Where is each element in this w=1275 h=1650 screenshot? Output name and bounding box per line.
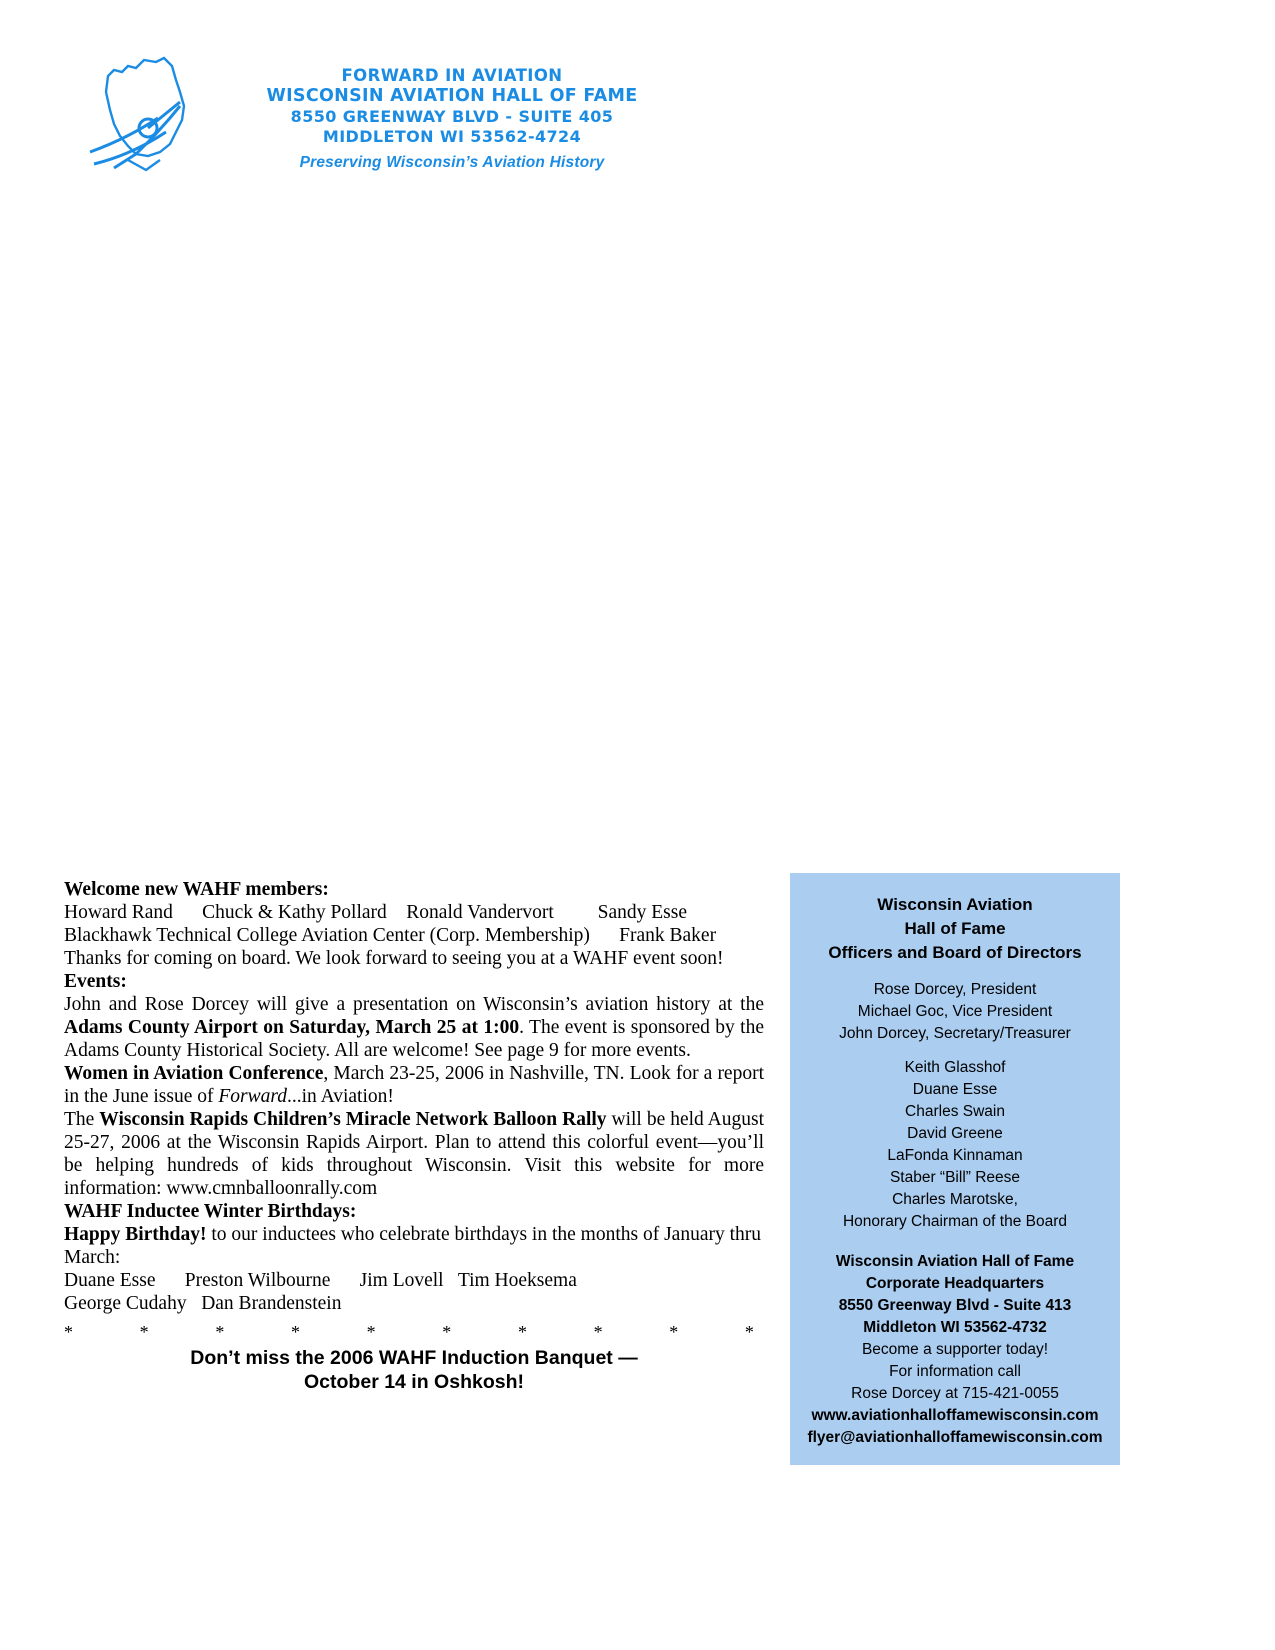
headquarters-block bbox=[790, 1251, 1120, 1339]
event-balloon-rally bbox=[64, 1108, 764, 1200]
board-item: Honorary Chairman of the Board bbox=[842, 1213, 1067, 1230]
wahf-logo-icon bbox=[84, 48, 214, 178]
event-adams-county bbox=[64, 993, 764, 1062]
event3-title: Wisconsin Rapids Children’s Miracle Network Balloon Rally bbox=[99, 1109, 607, 1130]
star: * bbox=[593, 1322, 603, 1342]
star: * bbox=[669, 1322, 679, 1342]
birthdays-greeting: Happy Birthday! bbox=[64, 1224, 207, 1245]
sidebar-title-line-3: Officers and Board of Directors bbox=[828, 943, 1082, 962]
event1-post: . The event is sponsored by the Adams County Historical Society. All are welcome! See page 9 for more events. bbox=[64, 1017, 764, 1061]
board-item: LaFonda Kinnaman bbox=[887, 1147, 1023, 1164]
board-list bbox=[790, 1057, 1120, 1233]
star: * bbox=[64, 1322, 73, 1342]
birthdays-text: to our inductees who celebrate birthdays in the months of January thru March: bbox=[64, 1224, 762, 1268]
board-item: Charles Swain bbox=[905, 1103, 1005, 1120]
events-heading: Events: bbox=[64, 971, 127, 992]
officer-item: Rose Dorcey, President bbox=[873, 981, 1037, 998]
board-item: Charles Marotske, bbox=[892, 1191, 1018, 1208]
birthday-names-line-2: George Cudahy Dan Brandenstein bbox=[64, 1293, 342, 1314]
letterhead bbox=[84, 48, 704, 188]
members-heading: Welcome new WAHF members: bbox=[64, 879, 329, 900]
birthdays-heading: WAHF Inductee Winter Birthdays: bbox=[64, 1201, 357, 1222]
sidebar-title-line-2: Hall of Fame bbox=[904, 919, 1006, 938]
email-link[interactable]: flyer@aviationhalloffamewisconsin.com bbox=[807, 1429, 1103, 1446]
star: * bbox=[139, 1322, 149, 1342]
event3-pre: The bbox=[64, 1109, 100, 1130]
support-line-2: For information call bbox=[889, 1363, 1021, 1380]
hq-line: Corporate Headquarters bbox=[865, 1275, 1045, 1292]
officers-sidebar bbox=[790, 873, 1120, 1465]
star: * bbox=[290, 1322, 300, 1342]
banquet-line-2: October 14 in Oshkosh! bbox=[304, 1371, 524, 1393]
event3-post: will be held August 25-27, 2006 at the Wisconsin Rapids Airport. Plan to attend this colorful event—you’ll be helping hundreds of kids throughout Wisconsin. Visit this website for more information: www.cmnballoonrally.com bbox=[64, 1109, 764, 1199]
letterhead-tagline: Preserving Wisconsin’s Aviation History bbox=[299, 154, 605, 171]
star-divider bbox=[64, 1321, 754, 1344]
sidebar-title-line-1: Wisconsin Aviation bbox=[877, 895, 1033, 914]
event2-mid: , March 23-25, 2006 in Nashville, TN. Look for a report in the June issue of bbox=[64, 1063, 764, 1107]
letterhead-line-2: WISCONSIN AVIATION HALL OF FAME bbox=[266, 86, 638, 106]
birthdays-intro bbox=[64, 1223, 764, 1269]
board-item: David Greene bbox=[907, 1125, 1003, 1142]
officer-item: Michael Goc, Vice President bbox=[857, 1003, 1053, 1020]
letterhead-line-3: 8550 GREENWAY BLVD - SUITE 405 bbox=[290, 107, 614, 126]
hq-line: Wisconsin Aviation Hall of Fame bbox=[835, 1253, 1075, 1270]
event-women-in-aviation bbox=[64, 1062, 764, 1108]
star: * bbox=[215, 1322, 225, 1342]
contact-block bbox=[790, 1405, 1120, 1449]
members-line-2: Blackhawk Technical College Aviation Center (Corp. Membership) Frank Baker bbox=[64, 925, 717, 946]
hq-line: Middleton WI 53562-4732 bbox=[863, 1319, 1047, 1336]
banquet-line-1: Don’t miss the 2006 WAHF Induction Banquet — bbox=[190, 1347, 638, 1369]
banquet-announcement bbox=[64, 1346, 764, 1394]
board-item: Staber “Bill” Reese bbox=[889, 1169, 1021, 1186]
hq-line: 8550 Greenway Blvd - Suite 413 bbox=[838, 1297, 1072, 1314]
sidebar-title bbox=[790, 893, 1120, 965]
event1-highlight: Adams County Airport on Saturday, March 25 at 1:00 bbox=[64, 1017, 520, 1038]
members-thanks: Thanks for coming on board. We look forward to seeing you at a WAHF event soon! bbox=[64, 948, 724, 969]
letterhead-line-1: FORWARD IN AVIATION bbox=[341, 66, 563, 85]
support-block bbox=[790, 1339, 1120, 1405]
birthday-names-line-1: Duane Esse Preston Wilbourne Jim Lovell Tim Hoeksema bbox=[64, 1270, 577, 1291]
board-item: Keith Glasshof bbox=[904, 1059, 1006, 1076]
members-line-1: Howard Rand Chuck & Kathy Pollard Ronald Vandervort Sandy Esse bbox=[64, 902, 688, 923]
event1-pre: John and Rose Dorcey will give a presentation on Wisconsin’s aviation history at the bbox=[64, 994, 764, 1015]
star: * bbox=[366, 1322, 376, 1342]
support-phone: Rose Dorcey at 715-421-0055 bbox=[851, 1385, 1059, 1402]
star: * bbox=[517, 1322, 527, 1342]
star: * bbox=[744, 1322, 754, 1342]
board-item: Duane Esse bbox=[912, 1081, 998, 1098]
star: * bbox=[442, 1322, 452, 1342]
support-line-1: Become a supporter today! bbox=[861, 1341, 1049, 1358]
event2-post: ...in Aviation! bbox=[286, 1086, 394, 1107]
event2-publication: Forward bbox=[218, 1086, 287, 1107]
main-content bbox=[64, 878, 764, 1394]
website-link[interactable]: www.aviationhalloffamewisconsin.com bbox=[811, 1407, 1099, 1424]
letterhead-line-4: MIDDLETON WI 53562-4724 bbox=[322, 127, 582, 146]
officers-list bbox=[790, 979, 1120, 1045]
officer-item: John Dorcey, Secretary/Treasurer bbox=[839, 1025, 1071, 1042]
letterhead-text bbox=[212, 66, 692, 172]
event2-title: Women in Aviation Conference bbox=[64, 1063, 324, 1084]
